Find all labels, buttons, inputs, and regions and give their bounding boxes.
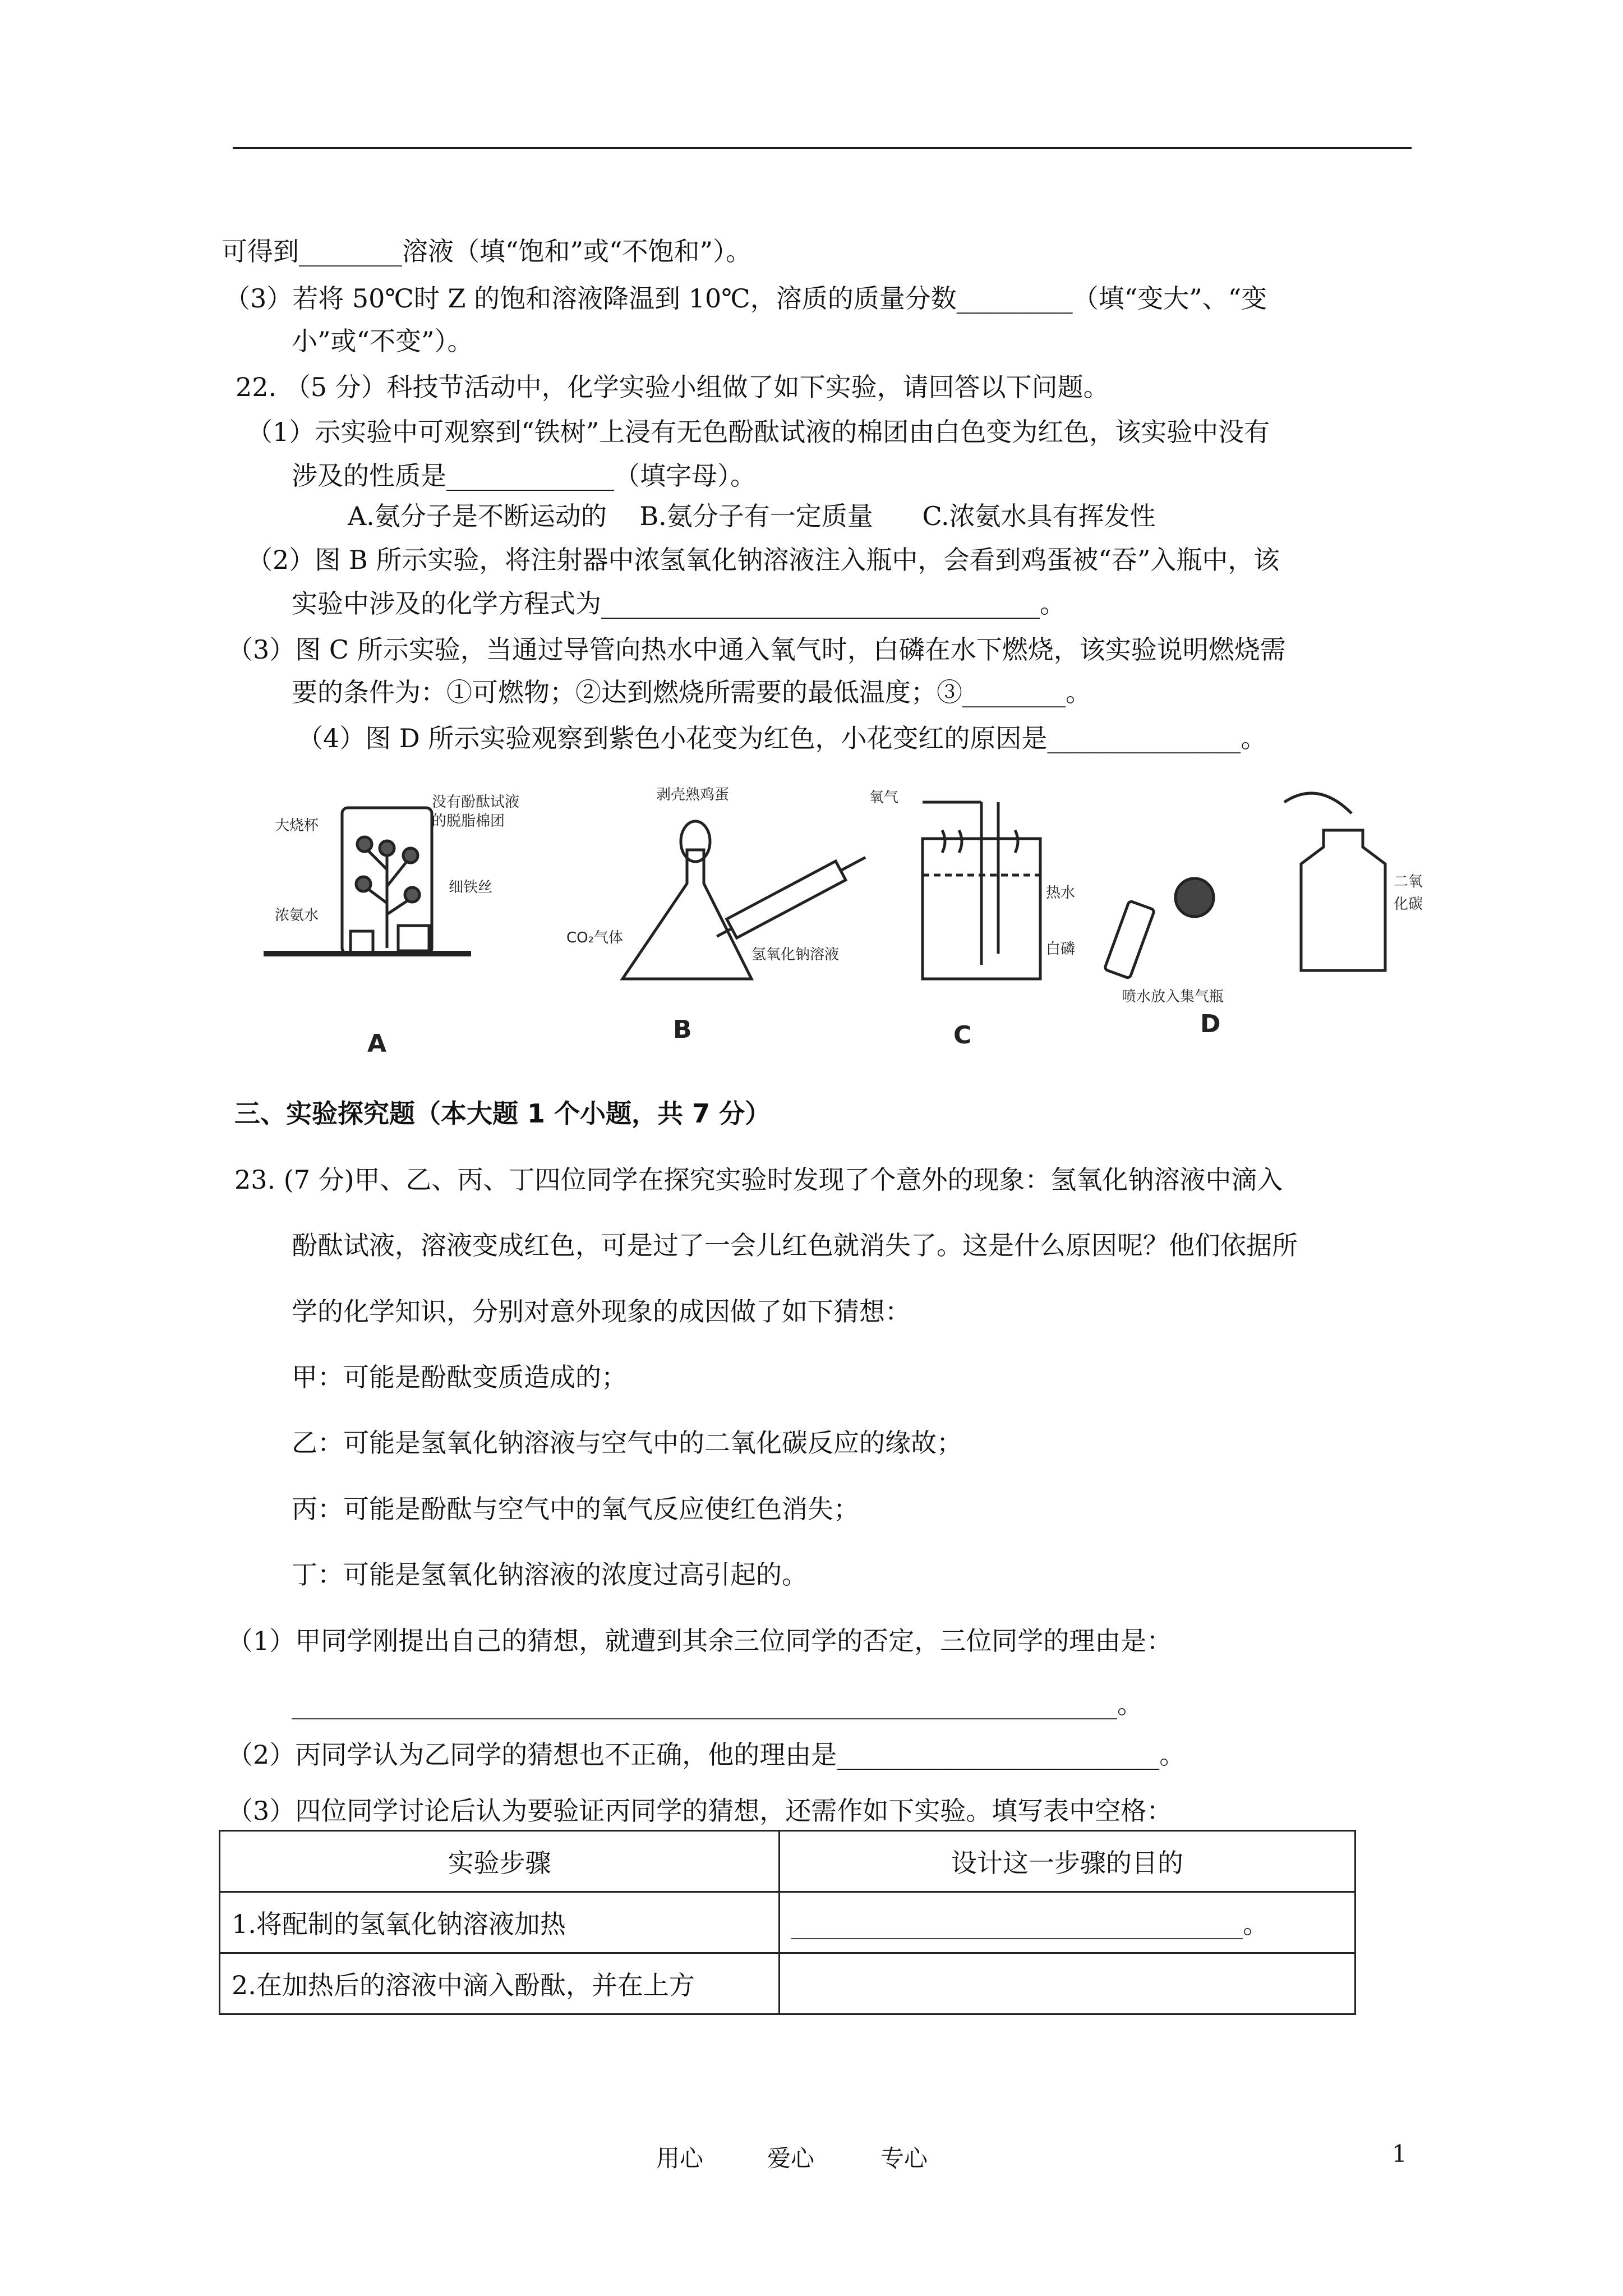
question-23-text: 学的化学知识，分别对意外现象的成因做了如下猜想： [292, 1296, 911, 1327]
figure-label-a: A [367, 1029, 387, 1058]
annotation: CO₂气体 [566, 930, 624, 946]
footer-slogan-2: 爱心 [767, 2145, 815, 2172]
text-line: 小”或“不变”）。 [292, 326, 473, 356]
figure-label-c: C [953, 1021, 972, 1050]
annotation: 化碳 [1394, 896, 1423, 913]
annotation: 的脱脂棉团 [432, 813, 505, 830]
question-21-part-3: （3）若将 50℃时 Z 的饱和溶液降温到 10℃，溶质的质量分数_________（填“变大”、“变 [224, 283, 1267, 314]
question-23-text: 酚酞试液，溶液变成红色，可是过了一会儿红色就消失了。这是什么原因呢？他们依据所 [292, 1230, 1298, 1260]
text-line: 要的条件为：①可燃物；②达到燃烧所需要的最低温度；③________。 [292, 677, 1091, 707]
table-cell: 2.在加热后的溶液中滴入酚酞，并在上方 [220, 1953, 780, 2014]
text-line: 可得到________溶液（填“饱和”或“不饱和”）。 [222, 236, 752, 266]
question-22-part-2: （2）图 B 所示实验，将注射器中浓氢氧化钠溶液注入瓶中，会看到鸡蛋被“吞”入瓶中，该 [247, 545, 1280, 575]
header-rule [233, 147, 1412, 149]
annotation: 大烧杯 [275, 817, 319, 834]
experiment-table [219, 1830, 1356, 2015]
footer-slogan-1: 用心 [656, 2145, 704, 2172]
annotation: 白磷 [1046, 941, 1076, 958]
spray-bottle [1104, 901, 1155, 979]
table-row [220, 1892, 1355, 1953]
question-23-part-3: （3）四位同学讨论后认为要验证丙同学的猜想，还需作如下实验。填写表中空格： [227, 1796, 1173, 1826]
table-header-cell: 实验步骤 [220, 1831, 780, 1892]
flask-shape [623, 850, 751, 979]
experiment-illustration [264, 785, 1430, 1060]
annotation: 浓氨水 [275, 907, 319, 924]
table-header-cell: 设计这一步骤的目的 [780, 1831, 1355, 1892]
section-3-heading: 三、实验探究题（本大题 1 个小题，共 7 分） [234, 1098, 771, 1129]
question-22-part-4: （4）图 D 所示实验观察到紫色小花变为红色，小花变红的原因是_______________。 [297, 723, 1267, 753]
text-line: 涉及的性质是_____________（填字母）。 [292, 461, 756, 491]
annotation: 没有酚酞试液 [432, 794, 520, 811]
question-22-part-3: （3）图 C 所示实验，当通过导管向热水中通入氧气时，白磷在水下燃烧，该实验说明燃烧需 [227, 634, 1286, 665]
table-cell: 1.将配制的氢氧化钠溶液加热 [220, 1892, 780, 1953]
question-22-part-1: （1）示实验中可观察到“铁树”上浸有无色酚酞试液的棉团由白色变为红色，该实验中没有 [247, 417, 1270, 447]
question-22-heading: 22. （5 分）科技节活动中，化学实验小组做了如下实验，请回答以下问题。 [236, 372, 1109, 402]
table-cell: ___________________________________。 [780, 1892, 1355, 1953]
annotation: 氢氧化钠溶液 [751, 946, 840, 963]
answer-blank-line: ________________________________________________________________。 [292, 1689, 1143, 1719]
annotation: 二氧 [1394, 873, 1423, 890]
guess-ding: 丁：可能是氢氧化钠溶液的浓度过高引起的。 [292, 1559, 808, 1590]
answer-options: A.氨分子是不断运动的 B.氨分子有一定质量 C.浓氨水具有挥发性 [348, 501, 1156, 531]
figure-label-b: B [673, 1015, 692, 1044]
question-23-part-2: （2）丙同学认为乙同学的猜想也不正确，他的理由是_________________________。 [227, 1740, 1186, 1770]
table-header-row [220, 1831, 1355, 1892]
table-row [220, 1953, 1355, 2014]
text-line: 实验中涉及的化学方程式为__________________________________。 [292, 588, 1066, 619]
table-cell [780, 1953, 1355, 2014]
guess-jia: 甲：可能是酚酞变质造成的； [292, 1362, 627, 1392]
guess-yi: 乙：可能是氢氧化钠溶液与空气中的二氧化碳反应的缘故； [292, 1428, 962, 1458]
annotation: 细铁丝 [449, 879, 493, 896]
annotation: 剥壳熟鸡蛋 [656, 786, 730, 803]
page-number: 1 [1392, 2140, 1407, 2168]
footer-slogan-3: 专心 [880, 2145, 928, 2172]
experiment-figure [264, 785, 1430, 1060]
question-23-part-1: （1）甲同学刚提出自己的猜想，就遭到其余三位同学的否定，三位同学的理由是： [227, 1626, 1173, 1656]
annotation: 热水 [1046, 885, 1076, 901]
figure-label-d: D [1200, 1010, 1221, 1038]
question-23-text: 23. (7 分)甲、乙、丙、丁四位同学在探究实验时发现了个意外的现象：氢氧化钠溶液中滴入 [234, 1165, 1283, 1195]
annotation: 喷水放入集气瓶 [1122, 988, 1224, 1005]
guess-bing: 丙：可能是酚酞与空气中的氧气反应使红色消失； [292, 1494, 859, 1524]
annotation: 氧气 [869, 789, 899, 806]
gas-jar [1301, 830, 1385, 970]
